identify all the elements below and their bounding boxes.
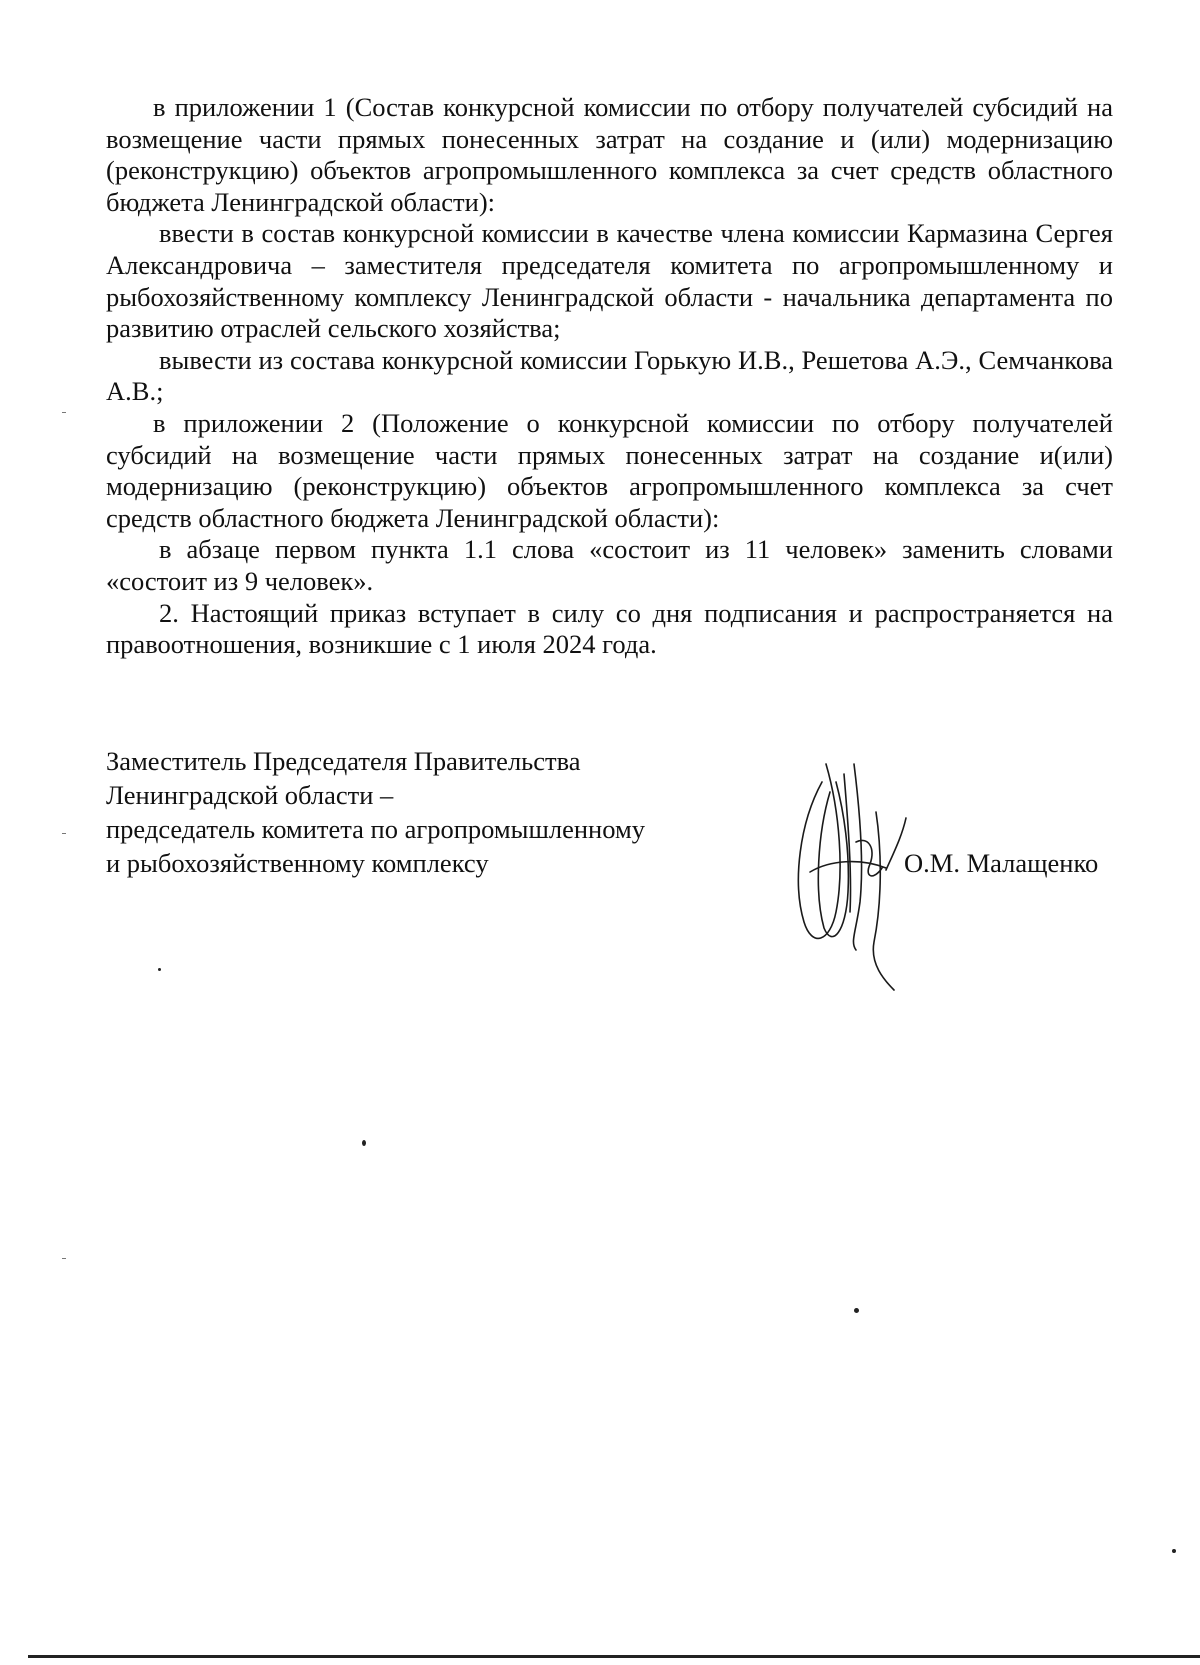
paragraph-effective-date: 2. Настоящий приказ вступает в силу со дня подписания и распространяется на правоотношения, возникшие с 1 июля 2024 года. xyxy=(106,597,1113,660)
paragraph-appendix-1: в приложении 1 (Состав конкурсной комиссии по отбору получателей субсидий на возмещение части прямых понесенных затрат на создание и (или) модернизацию (реконструкцию) объектов агропромышленного комплекса за счет средств областного бюджета Ленинградской области): xyxy=(106,92,1113,217)
signatory-title xyxy=(106,744,645,880)
scan-edge-line xyxy=(28,1655,1200,1658)
scan-mark xyxy=(62,412,66,413)
scan-speck xyxy=(854,1308,859,1313)
scan-mark xyxy=(62,1258,66,1259)
scan-speck xyxy=(362,1140,366,1146)
signatory-title-line: и рыбохозяйственному комплексу xyxy=(106,848,489,878)
paragraph-add-member: ввести в состав конкурсной комиссии в качестве члена комиссии Кармазина Сергея Александровича – заместителя председателя комитета по агропромышленному и рыбохозяйственному комплексу Ленинградской области - начальника департамента по развитию отраслей сельского хозяйства; xyxy=(106,218,1113,344)
signatory-title-line: Заместитель Председателя Правительства xyxy=(106,746,581,776)
signatory-title-line: председатель комитета по агропромышленному xyxy=(106,814,645,844)
paragraph-appendix-2: в приложении 2 (Положение о конкурсной комиссии по отбору получателей субсидий на возмещение части прямых понесенных затрат на создание и(или) модернизацию (реконструкцию) объектов агропромышленного комплекса за счет средств областного бюджета Ленинградской области): xyxy=(106,407,1113,533)
handwritten-signature xyxy=(790,752,920,992)
scan-mark xyxy=(62,833,66,834)
document-body xyxy=(106,92,1113,661)
scan-speck xyxy=(158,968,161,971)
scan-speck xyxy=(1172,1549,1176,1553)
signatory-title-line: Ленинградской области – xyxy=(106,780,394,810)
paragraph-clause-1-1: в абзаце первом пункта 1.1 слова «состоит из 11 человек» заменить словами «состоит из 9 человек». xyxy=(106,534,1113,596)
paragraph-remove-members: вывести из состава конкурсной комиссии Горькую И.В., Решетова А.Э., Семчанкова А.В.; xyxy=(106,344,1113,407)
signer-name: О.М. Малащенко xyxy=(904,848,1099,878)
